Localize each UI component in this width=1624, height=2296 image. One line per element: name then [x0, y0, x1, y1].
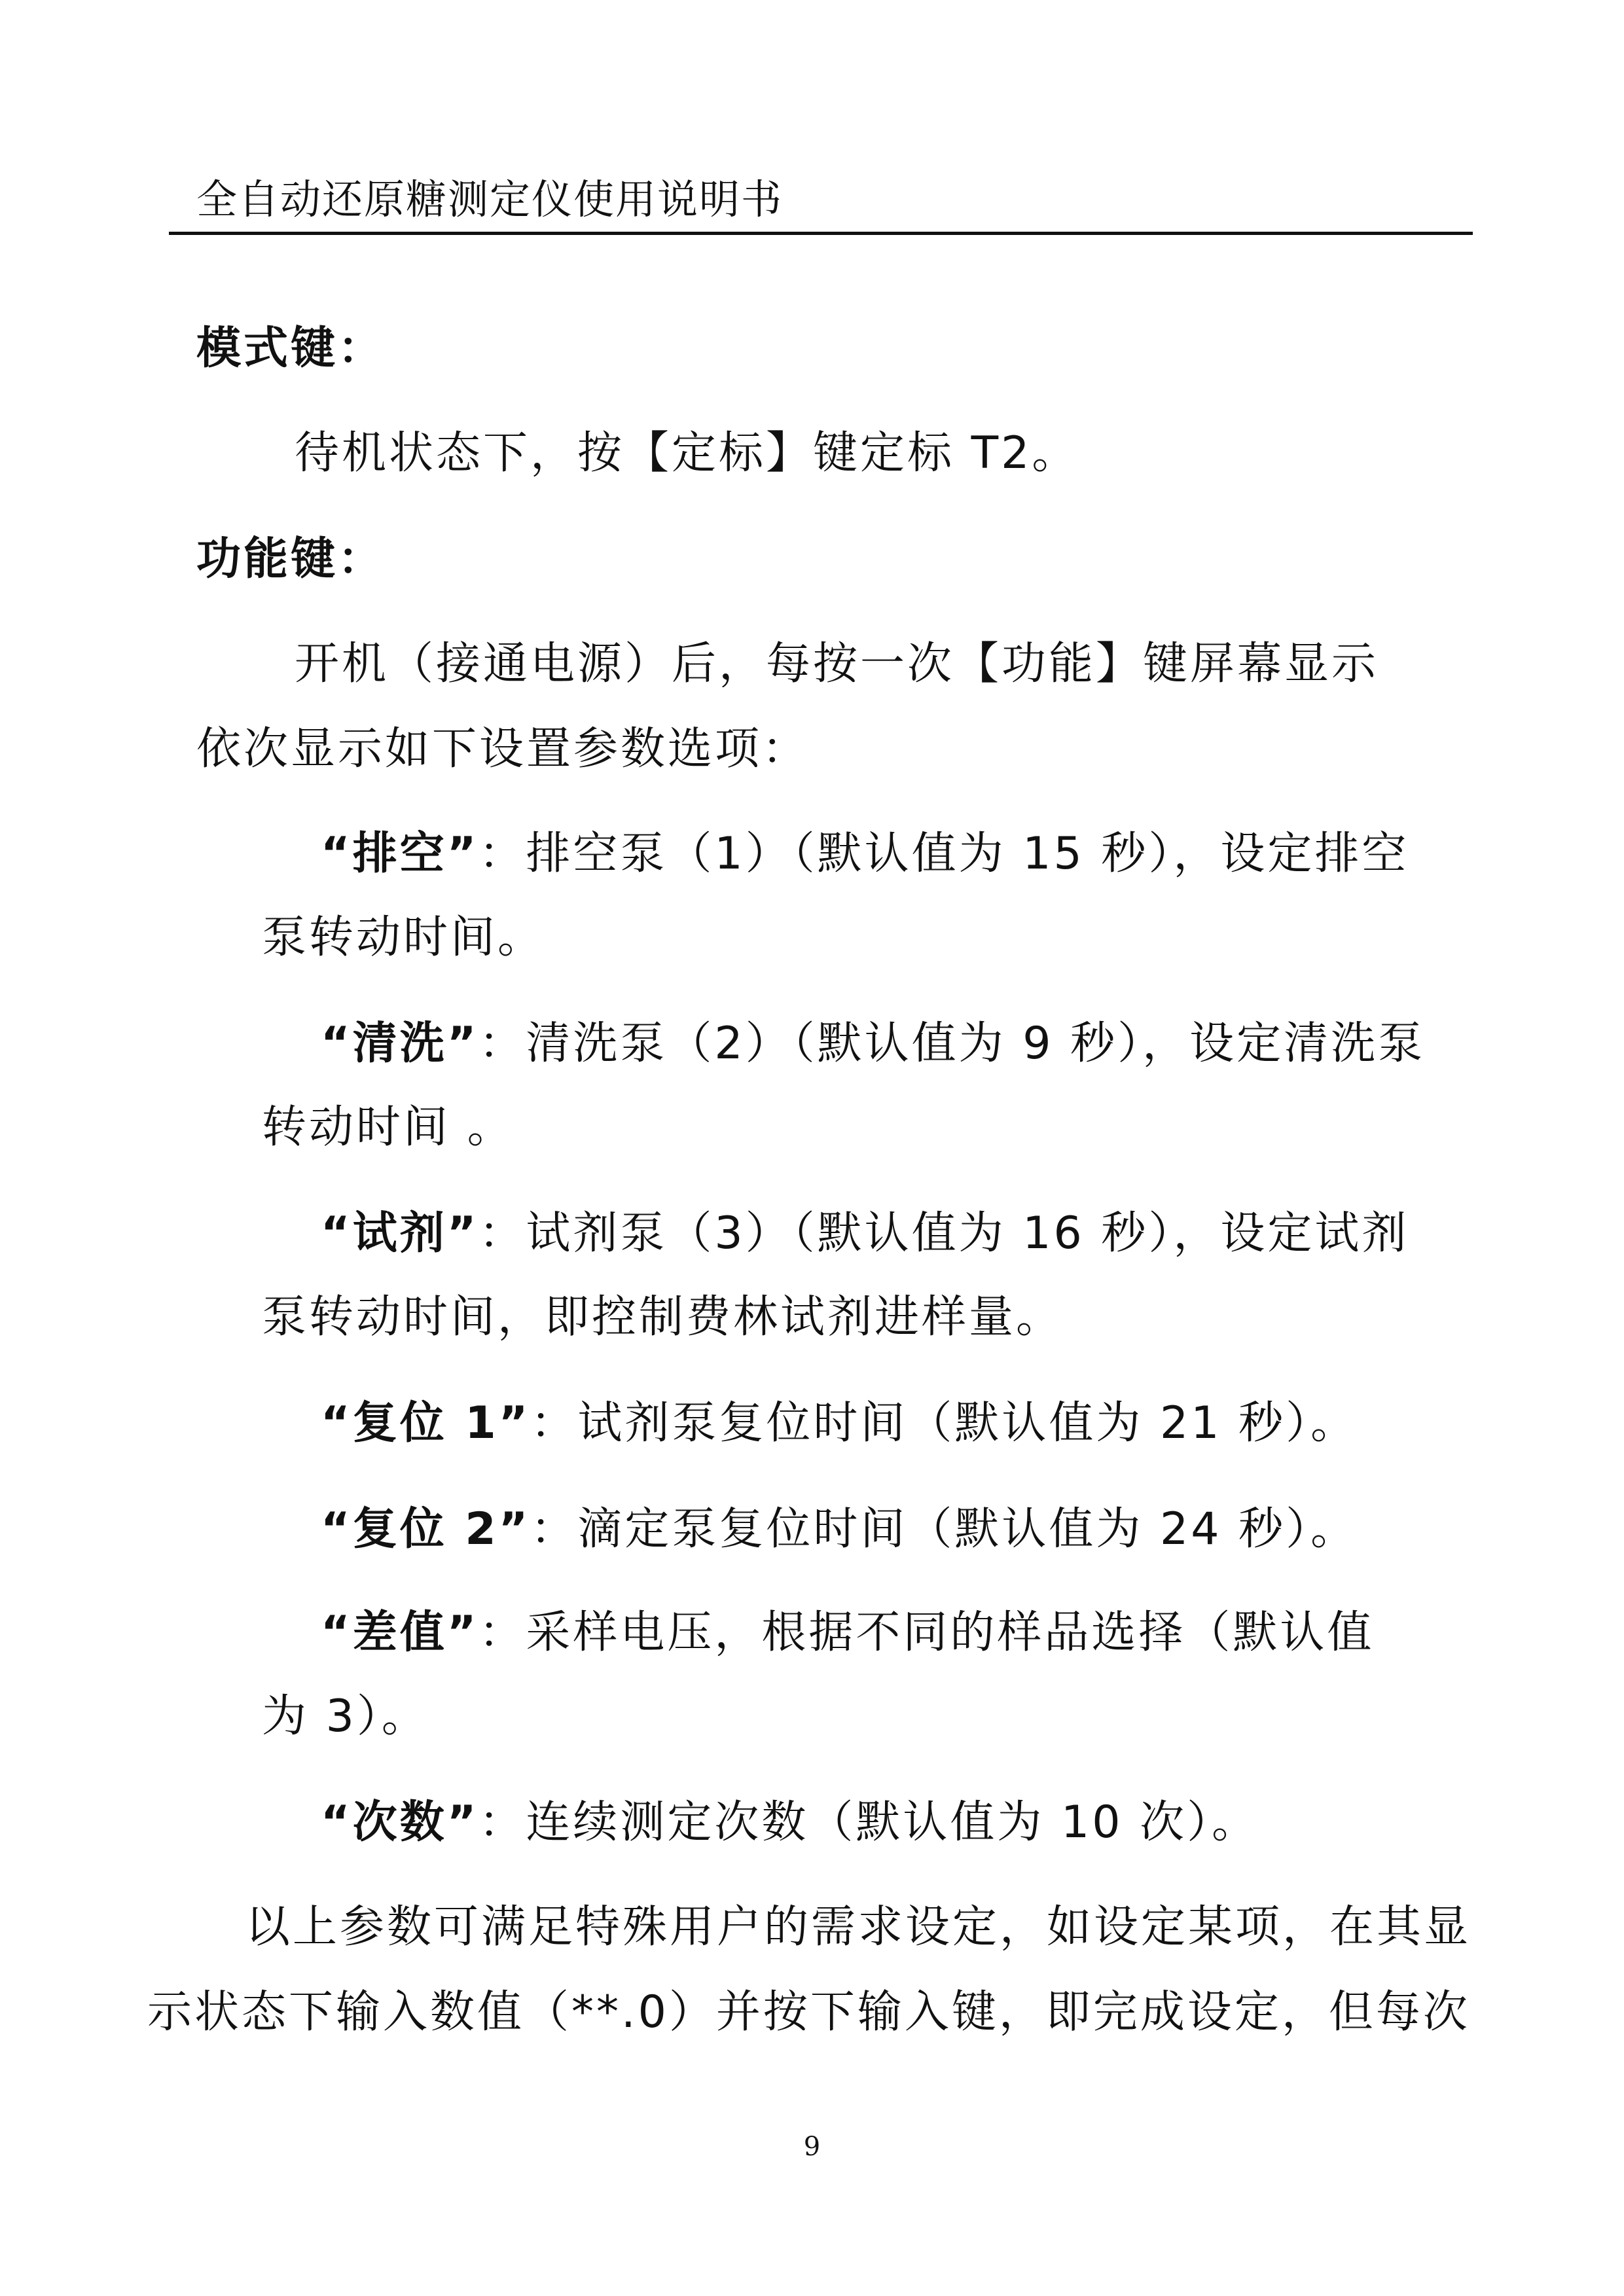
param-description-cont: 泵转动时间，即控制费林试剂进样量。	[262, 1291, 1064, 1343]
param-description-cont: 转动时间 。	[262, 1102, 514, 1153]
param-label: “差值”	[321, 1607, 479, 1659]
param-item	[321, 1597, 1374, 1660]
param-label: “复位 2”	[321, 1503, 531, 1555]
param-description-cont: 为 3）。	[262, 1691, 429, 1742]
param-description: ：清洗泵（2）（默认值为 9 秒），设定清洗泵	[478, 1018, 1426, 1069]
param-description: ：排空泵（1）（默认值为 15 秒），设定排空	[478, 828, 1409, 880]
param-item	[321, 818, 1409, 882]
closing-paragraph-line2: 示状态下输入数值（**.0）并按下输入键，即完成设定，但每次	[147, 1986, 1470, 2038]
param-label: “复位 1”	[321, 1397, 531, 1449]
function-key-heading: 功能键：	[196, 533, 386, 585]
param-label: “试剂”	[321, 1208, 479, 1259]
param-label: “排空”	[321, 828, 479, 880]
function-key-intro-line1: 开机（接通电源）后，每按一次【功能】键屏幕显示	[295, 638, 1379, 690]
page-number: 9	[803, 2132, 821, 2162]
document-title: 全自动还原糖测定仪使用说明书	[196, 175, 784, 223]
header-divider	[169, 232, 1473, 235]
param-description-cont: 泵转动时间。	[262, 912, 545, 963]
param-description: ：连续测定次数（默认值为 10 次）。	[478, 1797, 1259, 1848]
closing-paragraph-line1: 以上参数可满足特殊用户的需求设定，如设定某项，在其显	[245, 1901, 1471, 1953]
param-item	[321, 1494, 1358, 1557]
param-item	[321, 1008, 1425, 1071]
param-item	[321, 1198, 1409, 1261]
mode-key-text: 待机状态下，按【定标】键定标 T2。	[295, 427, 1079, 479]
param-label: “清洗”	[321, 1018, 479, 1069]
param-description: ：滴定泵复位时间（默认值为 24 秒）。	[530, 1503, 1358, 1555]
param-description: ：试剂泵（3）（默认值为 16 秒），设定试剂	[478, 1208, 1409, 1259]
param-label: “次数”	[321, 1797, 479, 1848]
function-key-intro-line2: 依次显示如下设置参数选项：	[196, 723, 810, 775]
param-item	[321, 1388, 1358, 1451]
param-item	[321, 1787, 1259, 1850]
param-description: ：试剂泵复位时间（默认值为 21 秒）。	[530, 1397, 1358, 1449]
mode-key-heading: 模式键：	[196, 323, 386, 374]
param-description: ：采样电压，根据不同的样品选择（默认值	[478, 1607, 1375, 1659]
